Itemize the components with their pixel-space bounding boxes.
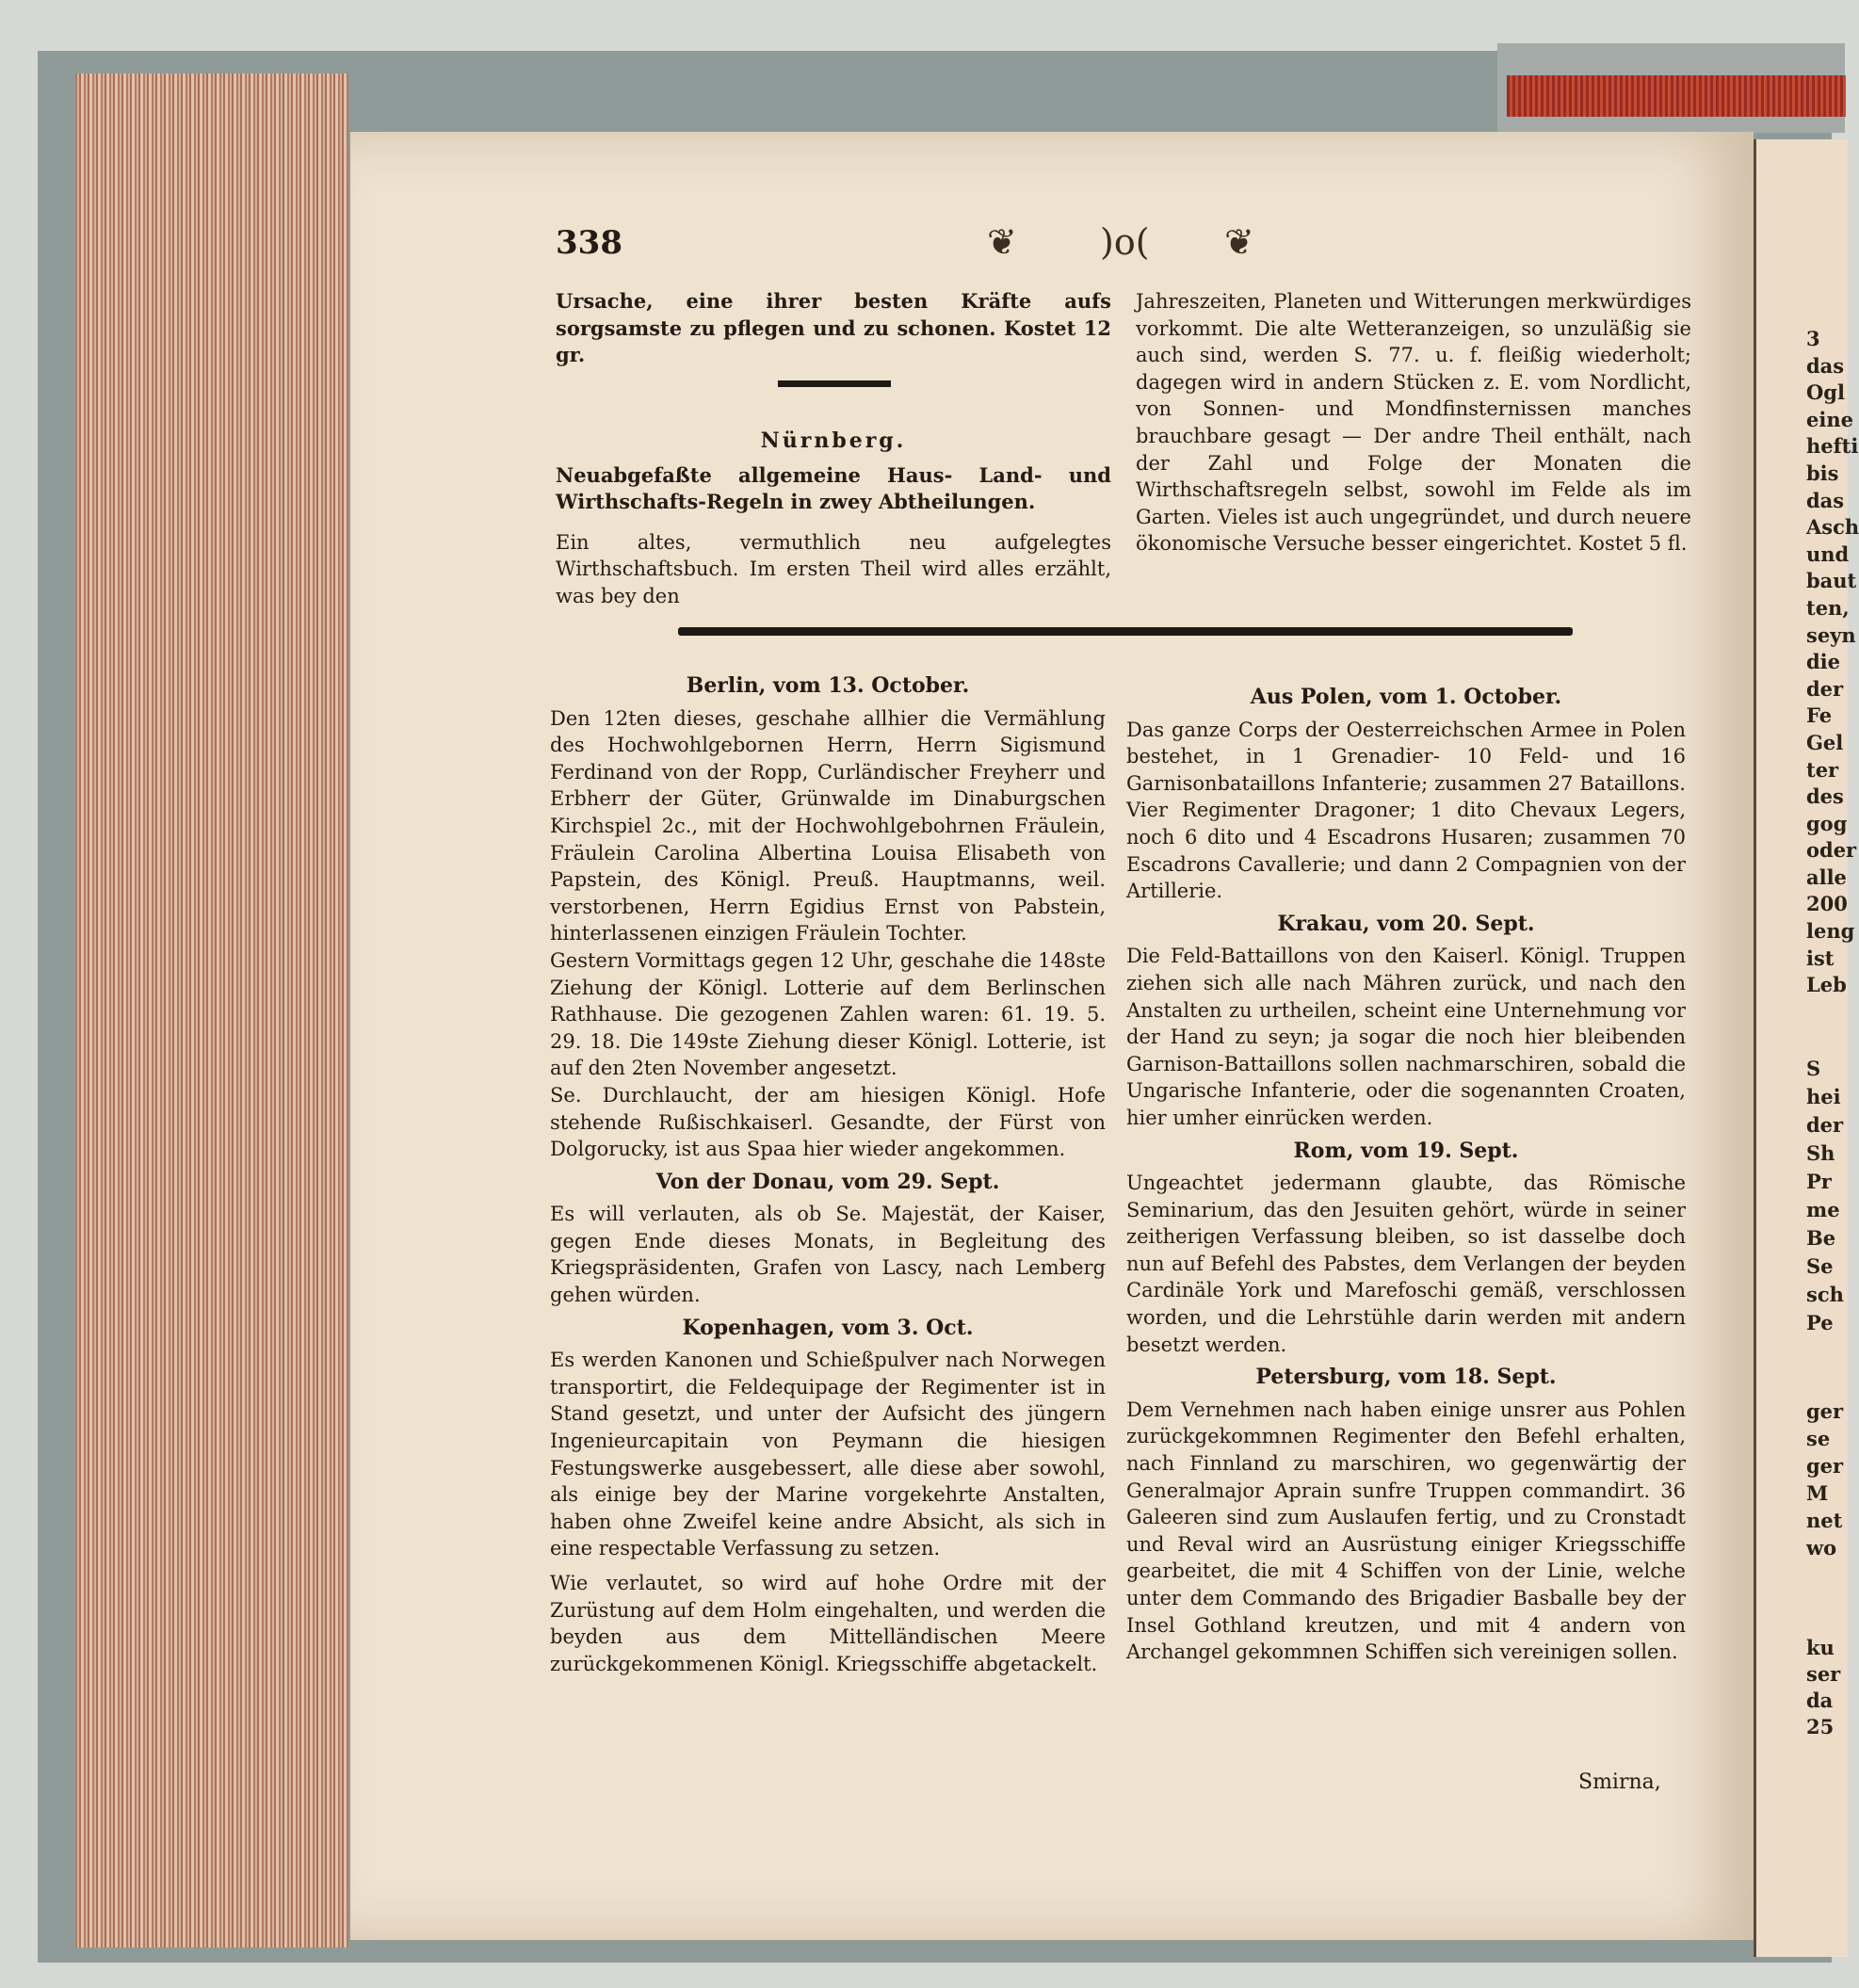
facing-page-fragment: Pe [1806, 1311, 1834, 1334]
facing-page-fragment: Fe [1806, 703, 1833, 728]
review-continuation: Jahreszeiten, Planeten und Witterungen merkwürdiges vorkommt. Die alte Wetteranzeigen, so unzuläßig sie auch sind, werden S. 77. u. f. fleißig wiederholt; dagegen wird in andern Stücken z. E. vom Nordlicht, von Sonnen- und Mondfinsternissen manches brauchbare gesagt — Der andre Theil enthält, nach der Zahl und Folge der Monaten die Wirthschaftsregeln selbst, sowohl im Felde als im Garten. Vieles ist auch ungegründet, und durch neuere ökonomische Versuche besser eingerichtet. Kostet 5 fl. [1136, 290, 1691, 556]
facing-page-fragment: des [1806, 784, 1844, 809]
facing-page-fragment: 25 [1806, 1715, 1835, 1738]
facing-page-fragment: eine [1806, 407, 1853, 431]
petersburg-heading: Petersburg, vom 18. Sept. [1255, 1365, 1557, 1390]
facing-page-fragment: leng [1806, 919, 1855, 944]
facing-page-fragment: me [1806, 1198, 1840, 1221]
nuernberg-section [556, 424, 1111, 610]
page-number: 338 [556, 224, 622, 262]
facing-page-fragment: ten, [1806, 595, 1850, 620]
page-edges [75, 73, 348, 1948]
kopenhagen-heading: Kopenhagen, vom 3. Oct. [682, 1315, 974, 1340]
continuation-text: Ursache, eine ihrer besten Kräfte aufs sorgsamste zu pflegen und zu schonen. Kostet 12 gr. [556, 289, 1111, 367]
facing-page-fragment: 3 [1806, 327, 1820, 350]
top-right-column [1136, 288, 1691, 558]
bookmark-ribbon [1507, 75, 1846, 117]
facing-page-fragment: net [1806, 1509, 1843, 1532]
kopenhagen-paragraph-2: Wie verlautet, so wird auf hohe Ordre mit der Zurüstung auf dem Holm eingehalten, und werden die beyden aus dem Mittelländischen Meere zurückgekommenen Königl. Kriegsschiffe abgetackelt. [550, 1572, 1106, 1675]
facing-page-text-top [1806, 326, 1859, 999]
berlin-paragraph-1: Den 12ten dieses, geschahe allhier die Vermählung des Hochwohlgebornen Herrn, Herrn Sigismund Ferdinand von der Ropp, Curländischer Freyherr und Erbherr der Güter, Grünwalde im Dinaburgschen Kirchspiel 2c., mit der Hochwohlgebohrnen Fräulein, Fräulein Carolina Albertina Louisa Elisabeth von Papstein, des Königl. Preuß. Hauptmanns, weil. verstorbenen, Herrn Egidius Ernst von Pabstein, hinterlassenen einzigen Fräulein Tochter. [550, 706, 1106, 946]
facing-page-text-lower [1806, 1398, 1845, 1561]
facing-page-text-middle [1806, 1055, 1845, 1337]
facing-page-fragment: ger [1806, 1454, 1844, 1478]
facing-page-fragment: baut [1806, 569, 1857, 593]
facing-page-fragment: Gel [1806, 730, 1844, 754]
shell-ornament-right: ❦ [1224, 221, 1254, 263]
facing-page-fragment: ser [1806, 1662, 1841, 1686]
facing-page-fragment: oder [1806, 838, 1857, 863]
news-divider [678, 627, 1573, 636]
facing-page-fragment: S [1806, 1057, 1821, 1080]
facing-page-fragment: Pr [1806, 1170, 1832, 1193]
facing-page-fragment: ter [1806, 757, 1839, 782]
facing-page-fragment: ku [1806, 1636, 1835, 1659]
kopenhagen-paragraph-1: Es werden Kanonen und Schießpulver nach Norwegen transportirt, die Feldequipage der Regimenter ist in Stand gesetzt, und unter der Aufsicht des jüngern Ingenieurcapitain von Peymann die hiesigen Festungswerke ausgebessert, alle diese aber sowohl, als einige bey der Marine vorgekehrte Anstalten, haben ohne Zweifel keine andre Absicht, als sich in eine respectable Verfassung zu setzen. [550, 1349, 1106, 1560]
facing-page-fragment: hefti [1806, 434, 1859, 459]
facing-page-fragment: Asch [1806, 515, 1859, 540]
facing-page-fragment: wo [1806, 1536, 1837, 1560]
facing-page-fragment: das [1806, 353, 1845, 378]
facing-page-fragment: Be [1806, 1226, 1836, 1250]
rom-paragraph: Ungeachtet jedermann glaubte, das Römische Seminarium, das den Jesuiten gehört, würde in seiner zeitherigen Verfassung bleiben, so ist dasselbe doch nun auf Befehl des Pabstes, dem Verlangen der beyden Cardinäle York und Marefoschi gemäß, verschlossen worden, und die Lehrstühle darin werden mit andern besetzt werden. [1126, 1172, 1686, 1356]
facing-page-fragment: und [1806, 541, 1850, 566]
berlin-paragraph-3: Se. Durchlaucht, der am hiesigen Königl. Hofe stehende Rußischkaiserl. Gesandte, der Fürst von Dolgorucky, ist aus Spaa hier wieder angekommen. [550, 1083, 1106, 1161]
berlin-heading: Berlin, vom 13. October. [686, 673, 970, 698]
review-start: Ein altes, vermuthlich neu aufgelegtes Wirthschaftsbuch. Im ersten Theil wird alles erzählt, was bey den [556, 530, 1111, 607]
facing-page-fragment: sch [1806, 1283, 1844, 1306]
facing-page-fragment: das [1806, 488, 1845, 512]
donau-paragraph: Es will verlauten, als ob Se. Majestät, der Kaiser, gegen Ende dieses Monats, in Begleitung des Kriegspräsidenten, Grafen von Lascy, nach Lemberg gehen würden. [550, 1203, 1106, 1307]
facing-page-fragment: se [1806, 1427, 1831, 1450]
right-news-column [1126, 678, 1686, 1666]
facing-page-fragment: bis [1806, 461, 1839, 485]
book-title: Neuabgefaßte allgemeine Haus- Land- und Wirthschafts-Regeln in zwey Abtheilungen. [556, 462, 1111, 514]
krakau-heading: Krakau, vom 20. Sept. [1277, 911, 1535, 936]
donau-heading: Von der Donau, vom 29. Sept. [655, 1169, 1000, 1194]
facing-page-fragment: seyn [1806, 622, 1856, 647]
berlin-paragraph-2: Gestern Vormittags gegen 12 Uhr, geschahe die 148ste Ziehung der Königl. Lotterie auf dem Berlinschen Rathhause. Die gezogenen Zahlen waren: 61. 19. 5. 29. 18. Die 149ste Ziehung dieser Königl. Lotterie, ist auf den 2ten November angesetzt. [550, 948, 1106, 1080]
center-ornament: )o( [1100, 221, 1150, 263]
facing-page-fragment: Se [1806, 1254, 1834, 1278]
facing-page-fragment: Ogl [1806, 380, 1845, 405]
facing-page-fragment: ist [1806, 946, 1835, 970]
petersburg-paragraph: Dem Vernehmen nach haben einige unsrer aus Pohlen zurückgekommnen Regimenter den Befehl erhalten, nach Finnland zu marschiren, wo gegenwärtig der Generalmajor Aprain sunfre Truppen commandirt. 36 Galeeren sind zum Auslaufen fertig, und zu Cronstadt und Reval wird an Ausrüstung einiger Kriegsschiffe gearbeitet, die mit 4 Schiffen von der Linie, welche unter dem Commando des Brigadier Basballe bey der Insel Gothland kreutzen, und mit 4 andern von Archangel gekommnen Schiffen sich vereinigen sollen. [1126, 1398, 1686, 1664]
facing-page-fragment: Sh [1806, 1141, 1835, 1165]
facing-page-fragment: ger [1806, 1399, 1844, 1423]
facing-page-fragment: der [1806, 676, 1844, 701]
facing-page-fragment: hei [1806, 1085, 1841, 1108]
facing-page-fragment: die [1806, 650, 1841, 674]
facing-page-fragment: Leb [1806, 973, 1847, 997]
facing-page-text-bottom [1806, 1635, 1845, 1740]
rom-heading: Rom, vom 19. Sept. [1293, 1138, 1519, 1163]
top-left-column [556, 288, 1111, 369]
facing-page-fragment: gog [1806, 811, 1848, 835]
facing-page-fragment: da [1806, 1689, 1834, 1712]
facing-page-fragment: alle [1806, 865, 1847, 889]
catchword: Smirna, [1578, 1770, 1661, 1794]
city-heading: Nürnberg. [760, 428, 907, 453]
facing-page-fragment: der [1806, 1113, 1844, 1137]
section-divider [778, 380, 891, 387]
left-news-column [550, 667, 1106, 1677]
shell-ornament-left: ❦ [987, 221, 1017, 263]
polen-heading: Aus Polen, vom 1. October. [1250, 685, 1562, 709]
facing-page-fragment: M [1806, 1481, 1829, 1505]
facing-page-fragment: 200 [1806, 892, 1848, 916]
polen-paragraph: Das ganze Corps der Oesterreichschen Armee in Polen bestehet, in 1 Grenadier- 10 Feld- und 16 Garnisonbataillons Infanterie; zusammen 27 Bataillons. Vier Regimenter Dragoner; 1 dito Chevaux Legers, noch 6 dito und 4 Escadrons Husaren; zusammen 70 Escadrons Cavallerie; und dann 2 Compagnien von der Artillerie. [1126, 718, 1686, 903]
krakau-paragraph: Die Feld-Battaillons von den Kaiserl. Königl. Truppen ziehen sich alle nach Mähren zurück, und nach den Anstalten zu urtheilen, scheint eine Unternehmung vor der Hand zu seyn; ja sogar die noch hier bleibenden Garnison-Battaillons sollen nachmarschiren, sobald die Ungarische Infanterie, oder die sogenannten Croaten, hier umher einrücken werden. [1126, 945, 1686, 1129]
